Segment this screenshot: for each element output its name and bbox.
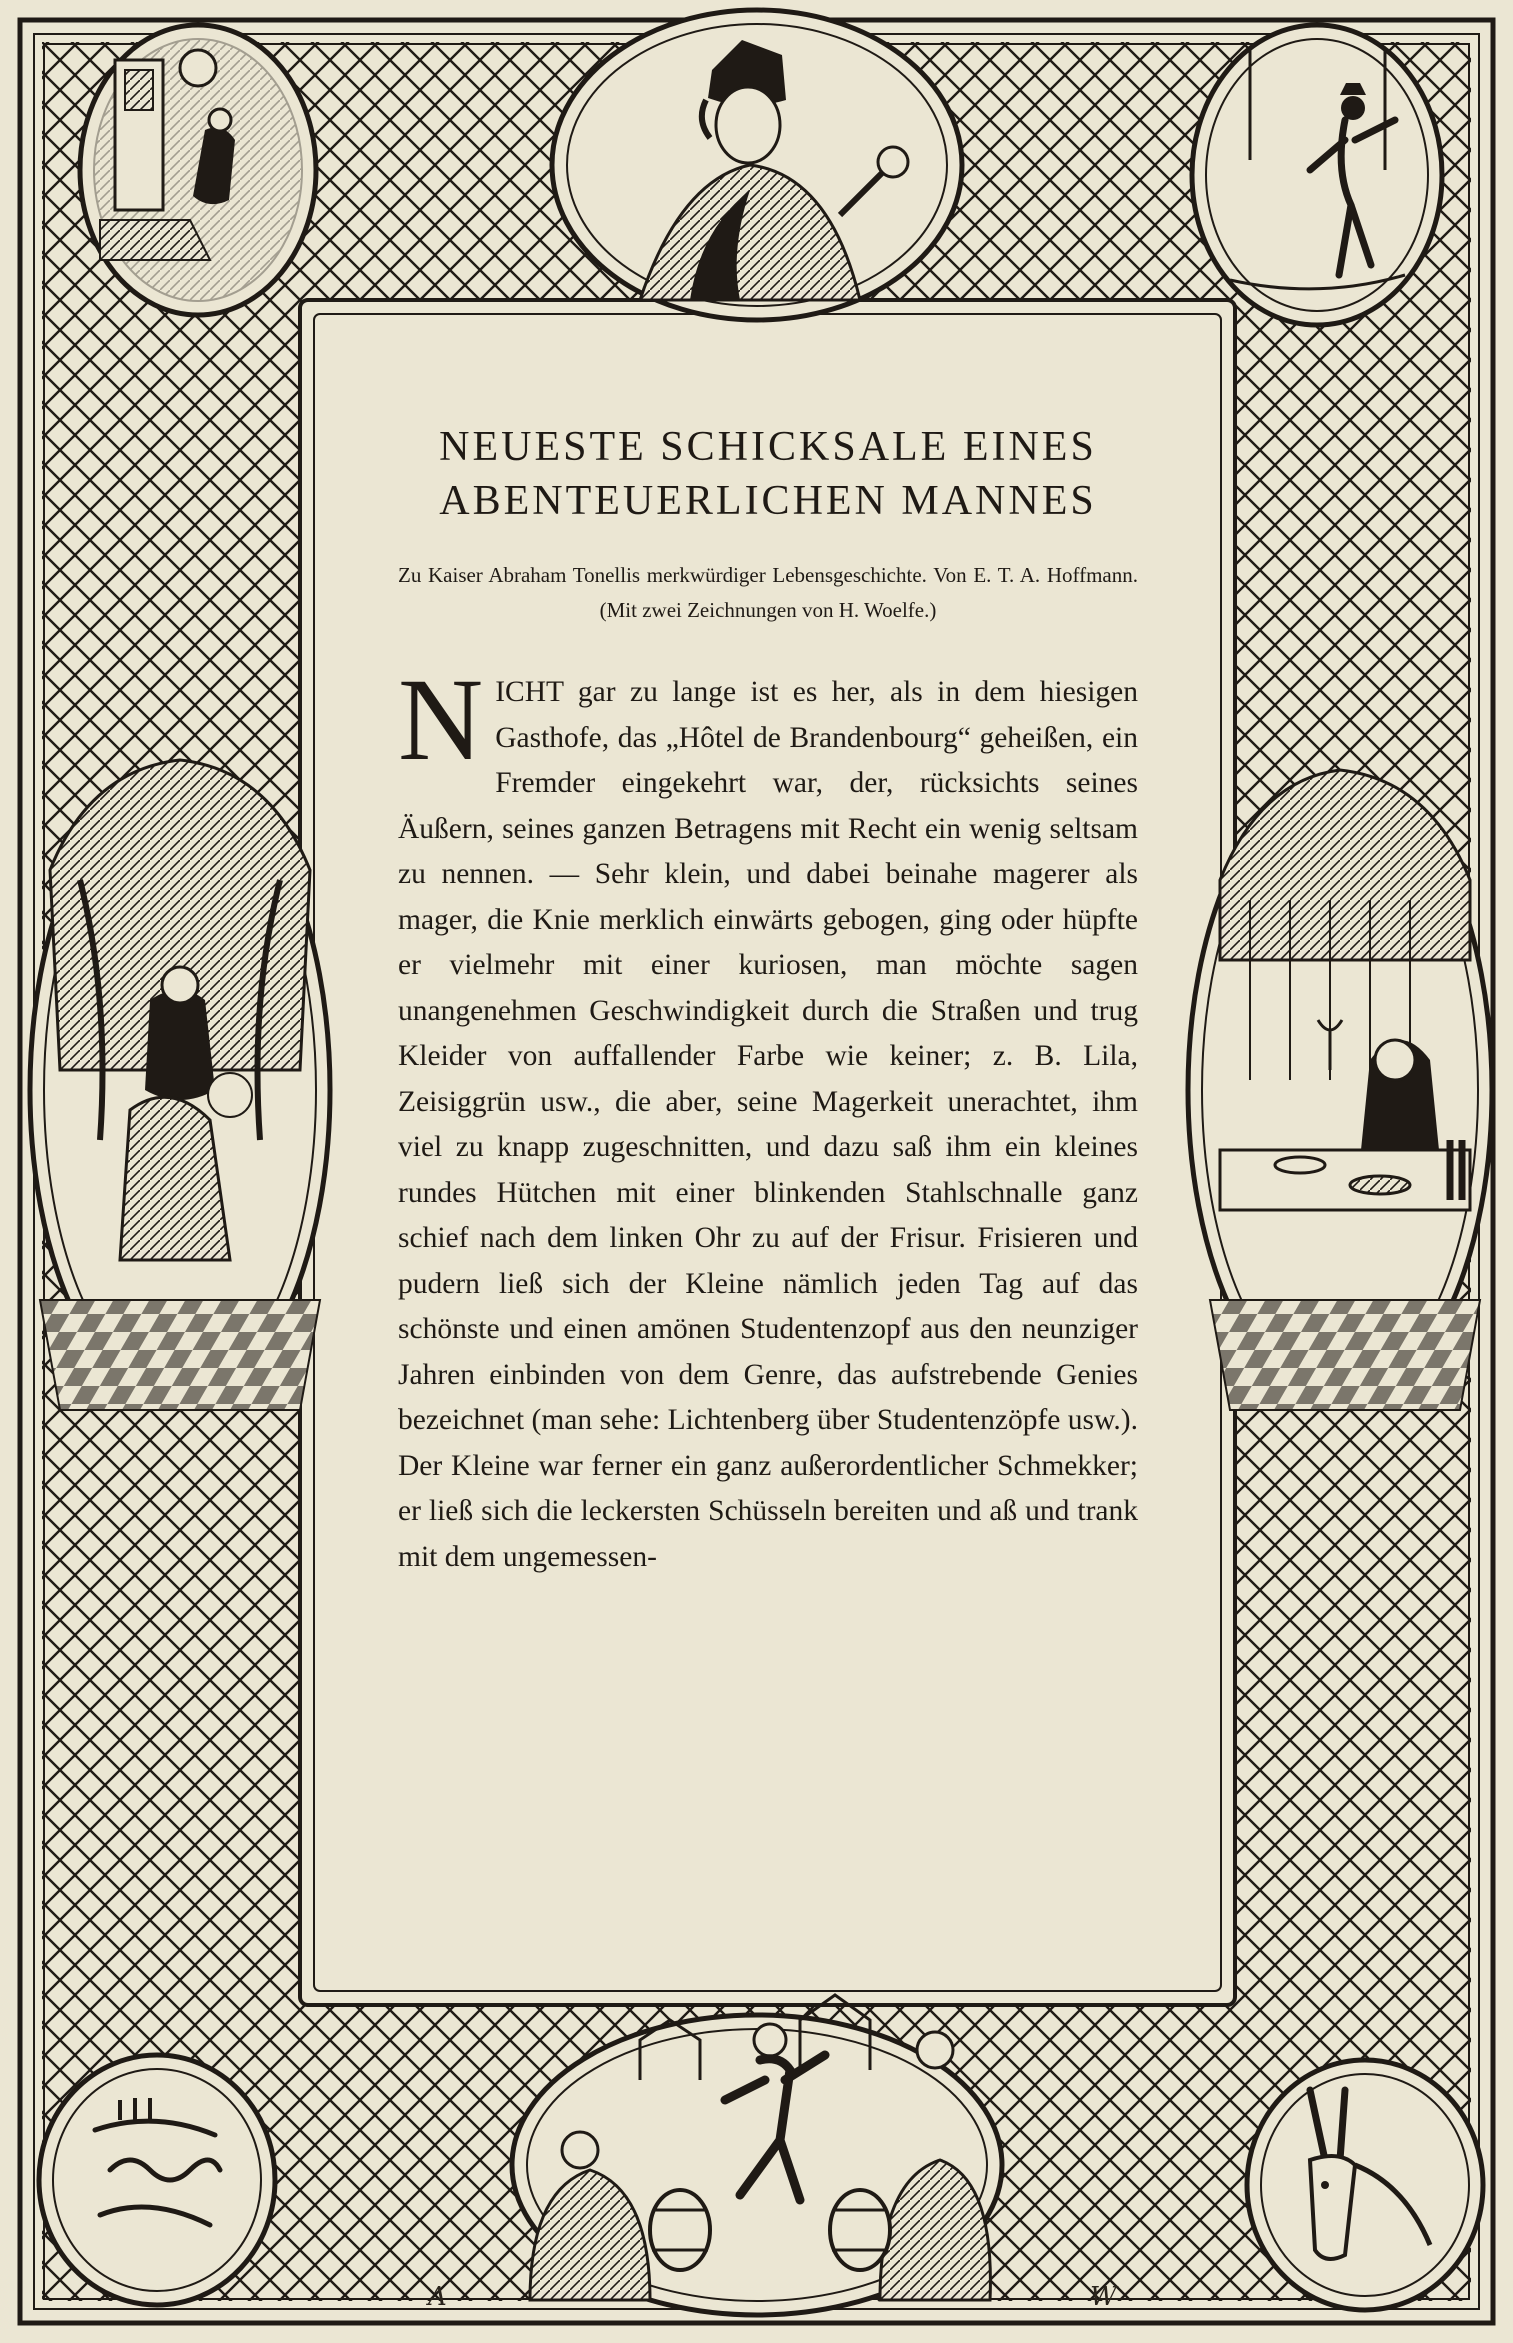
article-subtitle: Zu Kaiser Abraham Tonellis merkwürdiger Lebensgeschichte. Von E. T. A. Hoffmann. (Mit zwei Zeichnungen von H. Woelfe.) [398, 563, 1138, 622]
medallion-top-right [1192, 25, 1442, 325]
medallion-mid-left [30, 760, 330, 1410]
artist-initial-left: A [428, 2282, 447, 2312]
medallion-mid-right [1188, 770, 1492, 1410]
drop-cap: N [398, 654, 484, 785]
medallion-bottom-right [1247, 2060, 1483, 2310]
title-line-2: ABENTEUERLICHEN MANNES [439, 478, 1097, 524]
article-body-text: ICHT gar zu lange ist es her, als in dem hiesigen Gasthofe, das „Hôtel de Brandenbourg“ geheißen, ein Fremder eingekehrt war, der, rücksichts seines Äußern, seines ganzen Betragens mit Recht ein wenig seltsam zu nennen. — Sehr klein, und dabei beinahe magerer als mager, die Knie merklich einwärts gebogen, ging oder hüpfte er vielmehr mit einer kuriosen, man möchte sagen unangenehmen Geschwindigkeit durch die Straßen und trug Kleider von auffallender Farbe wie keiner; z. B. Lila, Zeisiggrün usw., die aber, seine Magerkeit unerachtet, ihm viel zu knapp zugeschnitten, und dazu saß ihm ein kleines rundes Hütchen mit einer blinkenden Stahlschnalle ganz schief nach dem linken Ohr zu auf der Frisur. Frisieren und pudern ließ sich der Kleine nämlich jeden Tag auf das schönste und einen amönen Studentenzopf aus den neunziger Jahren einbinden von dem Genre, das aufstrebende Genies bezeichnet (man sehe: Lichtenberg über Studentenzöpfe usw.). Der Kleine war ferner ein ganz außerordentlicher Schmekker; er ließ sich die leckersten Schüsseln bereiten und aß und trank mit dem ungemessen- [398, 676, 1138, 1573]
medallion-bottom-left [39, 2055, 275, 2305]
artist-initial-right: W [1090, 2282, 1117, 2312]
article-body [398, 654, 1138, 1580]
article-title [398, 420, 1138, 528]
medallion-top-left [80, 25, 316, 315]
medallion-top-center [552, 10, 962, 320]
article-panel [398, 420, 1138, 1890]
title-line-1: NEUESTE SCHICKSALE EINES [439, 424, 1097, 470]
